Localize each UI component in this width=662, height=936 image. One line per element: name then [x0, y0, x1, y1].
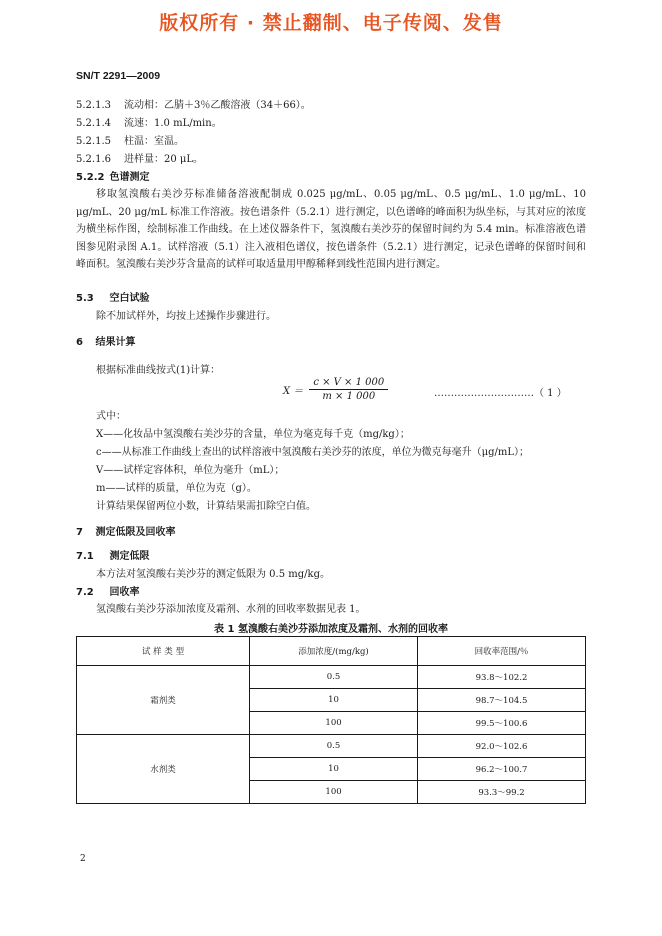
page-number: 2 — [80, 854, 86, 864]
recovery-cell: 96.2～100.7 — [418, 758, 586, 781]
recovery-cell: 93.8～102.2 — [418, 666, 586, 689]
concentration-cell: 10 — [250, 758, 418, 781]
concentration-cell: 100 — [250, 781, 418, 804]
heading-6: 6 结果计算 — [76, 337, 136, 348]
clause-5-2-1-5: 5.2.1.5 柱温：室温。 — [76, 136, 184, 147]
copyright-banner: 版权所有 · 禁止翻制、电子传阅、发售 — [159, 12, 503, 34]
paragraph-chromatography: 移取氢溴酸右美沙芬标准储备溶液配制成 0.025 μg/mL、0.05 μg/mL、0.5 μg/mL、1.0 μg/mL、10 μg/mL、20 μg/mL 标准工作溶液。按色谱条件（5.2.1）进行测定，以色谱峰的峰面积为纵坐标，与其对应的浓度为横坐标作图，绘制标准工作曲线。在上述仪器条件下，氢溴酸右美沙芬的保留时间约为 5.4 min。标准溶液色谱图参见附录图 A.1。试样溶液（5.1）注入液相色谱仪，按色谱条件（5.2.1）进行测定，记录色谱峰的保留时间和峰面积。氢溴酸右美沙芬含量高的试样可取适量用甲醇稀释到线性范围内进行测定。 — [76, 189, 586, 270]
formula-label: …………………………（ 1 ） — [434, 388, 567, 399]
heading-7-2: 7.2 回收率 — [76, 587, 140, 598]
document-id: SN/T 2291—2009 — [76, 70, 161, 82]
table-row — [77, 666, 586, 689]
concentration-cell: 0.5 — [250, 735, 418, 758]
recovery-cell: 93.3～99.2 — [418, 781, 586, 804]
formula-numerator: c × V × 1 000 — [309, 377, 388, 390]
table-header-row — [77, 637, 586, 666]
clause-5-2-1-3: 5.2.1.3 流动相：乙腈＋3％乙酸溶液（34＋66）。 — [76, 100, 311, 111]
recovery-cell: 99.5～100.6 — [418, 712, 586, 735]
heading-5-3: 5.3 空白试验 — [76, 293, 150, 304]
heading-5-2-2: 5.2.2 色谱测定 — [76, 172, 150, 183]
var-m: m——试样的质量，单位为克（g）。 — [96, 483, 257, 494]
clause-5-2-1-4: 5.2.1.4 流速：1.0 mL/min。 — [76, 118, 222, 129]
paragraph-blank-test: 除不加试样外，均按上述操作步骤进行。 — [96, 311, 276, 322]
concentration-cell: 10 — [250, 689, 418, 712]
calc-note: 计算结果保留两位小数，计算结果需扣除空白值。 — [96, 501, 316, 512]
var-c: c——从标准工作曲线上查出的试样溶液中氢溴酸右美沙芬的浓度，单位为微克每毫升（μg/mL）； — [96, 447, 529, 458]
where-label: 式中： — [96, 411, 126, 422]
recovery-text: 氢溴酸右美沙芬添加浓度及霜剂、水剂的回收率数据见表 1。 — [96, 604, 366, 615]
recovery-cell: 98.7～104.5 — [418, 689, 586, 712]
var-v: V——试样定容体积，单位为毫升（mL）； — [96, 465, 285, 476]
detection-limit-text: 本方法对氢溴酸右美沙芬的测定低限为 0.5 mg/kg。 — [96, 569, 330, 580]
concentration-cell: 0.5 — [250, 666, 418, 689]
header-spike-concentration: 添加浓度/(mg/kg) — [250, 637, 418, 666]
table-row — [77, 735, 586, 758]
formula: X ＝ $\frac{c \times V \times 1 000}{m \times 1 000}$ — [283, 377, 388, 402]
sample-type-cell: 霜剂类 — [77, 666, 250, 735]
calc-intro: 根据标准曲线按式(1)计算： — [96, 365, 221, 376]
header-sample-type: 试 样 类 型 — [77, 637, 250, 666]
heading-7: 7 测定低限及回收率 — [76, 527, 176, 538]
sample-type-cell: 水剂类 — [77, 735, 250, 804]
header-recovery-range: 回收率范围/％ — [418, 637, 586, 666]
var-x: X——化妆品中氢溴酸右美沙芬的含量，单位为毫克每千克（mg/kg）； — [96, 429, 410, 440]
recovery-cell: 92.0～102.6 — [418, 735, 586, 758]
recovery-table — [76, 636, 586, 804]
clause-5-2-1-6: 5.2.1.6 进样量：20 μL。 — [76, 154, 204, 165]
concentration-cell: 100 — [250, 712, 418, 735]
heading-7-1: 7.1 测定低限 — [76, 551, 150, 562]
formula-denominator: m × 1 000 — [322, 391, 376, 402]
table-caption: 表 1 氢溴酸右美沙芬添加浓度及霜剂、水剂的回收率 — [214, 624, 448, 635]
